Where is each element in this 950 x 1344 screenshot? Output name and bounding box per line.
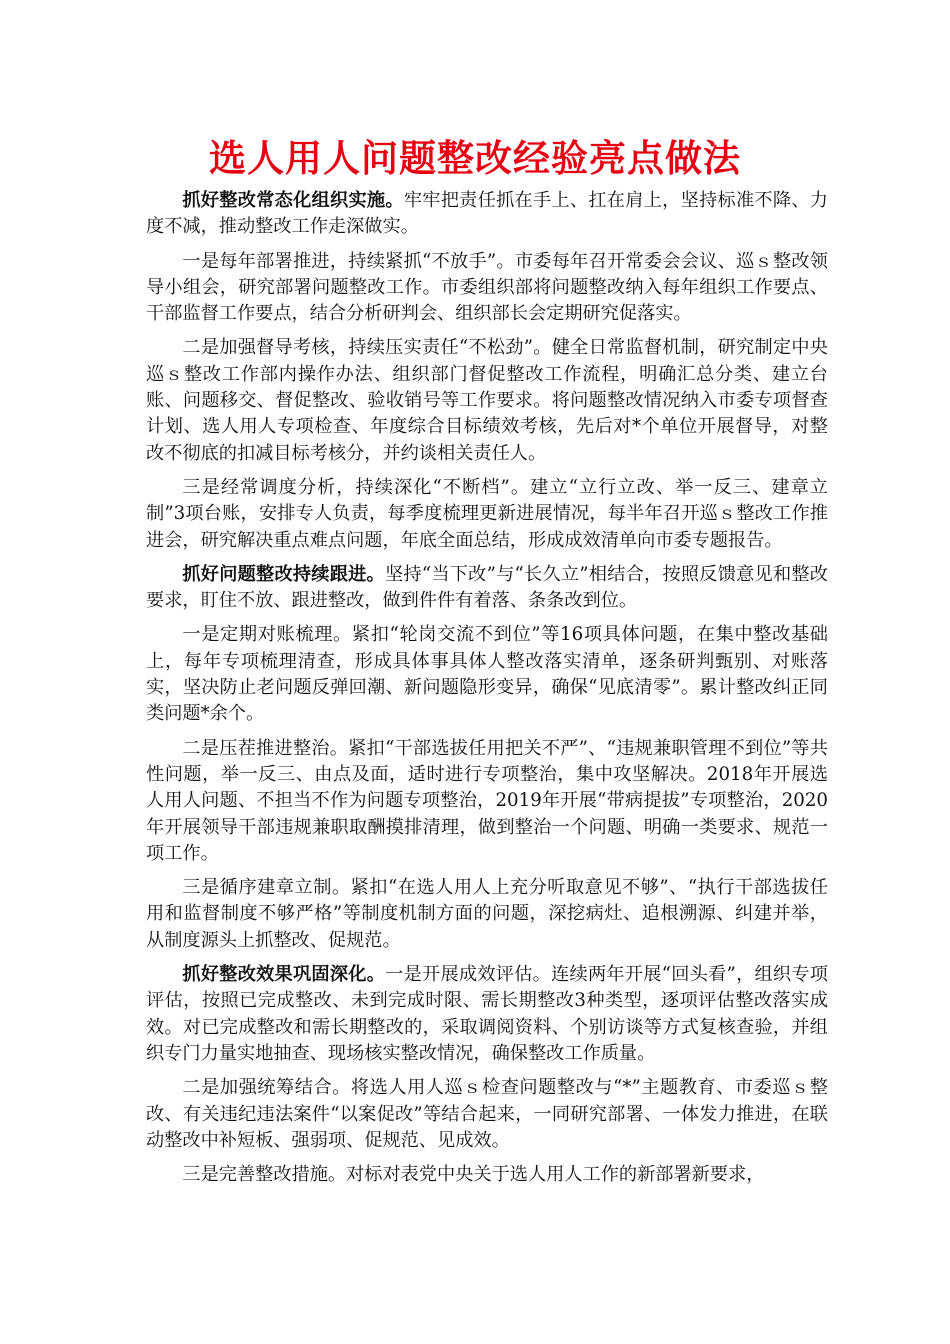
- paragraph-text: 一是定期对账梳理。紧扣“轮岗交流不到位”等16项具体问题，在集中整改基础上，每年专项梳理清查，形成具体事具体人整改落实清单，逐条研判甄别、对账落实，坚决防止老问题反弹回潮、新问题隐形变异，确保“见底清零”。累计整改纠正同类问题*余个。: [146, 624, 828, 725]
- paragraph-8: [146, 875, 828, 954]
- paragraph-lead: 抓好整改常态化组织实施。: [182, 190, 404, 211]
- paragraph-text: 牢牢把责任抓在手上、扛在肩上，坚持标准不降、力度不减，推动整改工作走深做实。: [146, 190, 828, 238]
- paragraph-6: [146, 622, 828, 727]
- document-body: [146, 188, 828, 1196]
- paragraph-4: [146, 475, 828, 554]
- paragraph-text: 三是经常调度分析，持续深化“不断档”。建立“立行立改、举一反三、建章立制”3项台账，安排专人负责，每季度梳理更新进展情况，每半年召开巡ｓ整改工作推进会，研究解决重点难点问题，年底全面总结，形成成效清单向市委专题报告。: [146, 476, 828, 551]
- paragraph-3: [146, 335, 828, 466]
- paragraph-text: 一是开展成效评估。连续两年开展“回头看”，组织专项评估，按照已完成整改、未到完成时限、需长期整改3种类型，逐项评估整改落实成效。对已完成整改和需长期整改的，采取调阅资料、个别访谈等方式复核查验，并组织专门力量实地抽查、现场核实整改情况，确保整改工作质量。: [146, 964, 828, 1064]
- document-title: 选人用人问题整改经验亮点做法: [209, 136, 741, 180]
- paragraph-9: [146, 962, 828, 1067]
- paragraph-text: 二是加强督导考核，持续压实责任“不松劲”。健全日常监督机制，研究制定中央巡ｓ整改工作部内操作办法、组织部门督促整改工作流程，明确汇总分类、建立台账、问题移交、督促整改、验收销号等工作要求。将问题整改情况纳入市委专项督查计划、选人用人专项检查、年度综合目标绩效考核，先后对*个单位开展督导，对整改不彻底的扣减目标考核分，并约谈相关责任人。: [146, 337, 828, 464]
- paragraph-text: 三是完善整改措施。对标对表党中央关于选人用人工作的新部署新要求，: [182, 1164, 765, 1186]
- paragraph-lead: 抓好问题整改持续跟进。: [182, 563, 385, 585]
- paragraph-10: [146, 1075, 828, 1154]
- paragraph-2: [146, 249, 828, 328]
- paragraph-11: [146, 1162, 828, 1188]
- paragraph-text: 二是压茬推进整治。紧扣“干部选拔任用把关不严”、“违规兼职管理不到位”等共性问题，举一反三、由点及面，适时进行专项整治，集中攻坚解决。2018年开展选人用人问题、不担当不作为问题专项整治，2019年开展“带病提拔”专项整治，2020年开展领导干部违规兼职取酬摸排清理，做到整治一个问题、明确一类要求、规范一项工作。: [146, 737, 828, 864]
- paragraph-7: [146, 736, 828, 867]
- paragraph-text: 一是每年部署推进，持续紧抓“不放手”。市委每年召开常委会会议、巡ｓ整改领导小组会，研究部署问题整改工作。市委组织部将问题整改纳入每年组织工作要点、干部监督工作要点，结合分析研判会、组织部长会定期研究促落实。: [146, 250, 828, 325]
- paragraph-5: [146, 562, 828, 615]
- paragraph-1: [146, 188, 828, 241]
- paragraph-text: 二是加强统筹结合。将选人用人巡ｓ检查问题整改与“*”主题教育、市委巡ｓ整改、有关违纪违法案件“以案促改”等结合起来，一同研究部署、一体发力推进，在联动整改中补短板、强弱项、促规范、见成效。: [146, 1077, 828, 1151]
- paragraph-text: 坚持“当下改”与“长久立”相结合，按照反馈意见和整改要求，盯住不放、跟进整改，做到件件有着落、条条改到位。: [146, 563, 828, 612]
- paragraph-text: 三是循序建章立制。紧扣“在选人用人上充分听取意见不够”、“执行干部选拔任用和监督制度不够严格”等制度机制方面的问题，深挖病灶、追根溯源、纠建并举，从制度源头上抓整改、促规范。: [146, 877, 828, 951]
- paragraph-lead: 抓好整改效果巩固深化。: [182, 964, 386, 986]
